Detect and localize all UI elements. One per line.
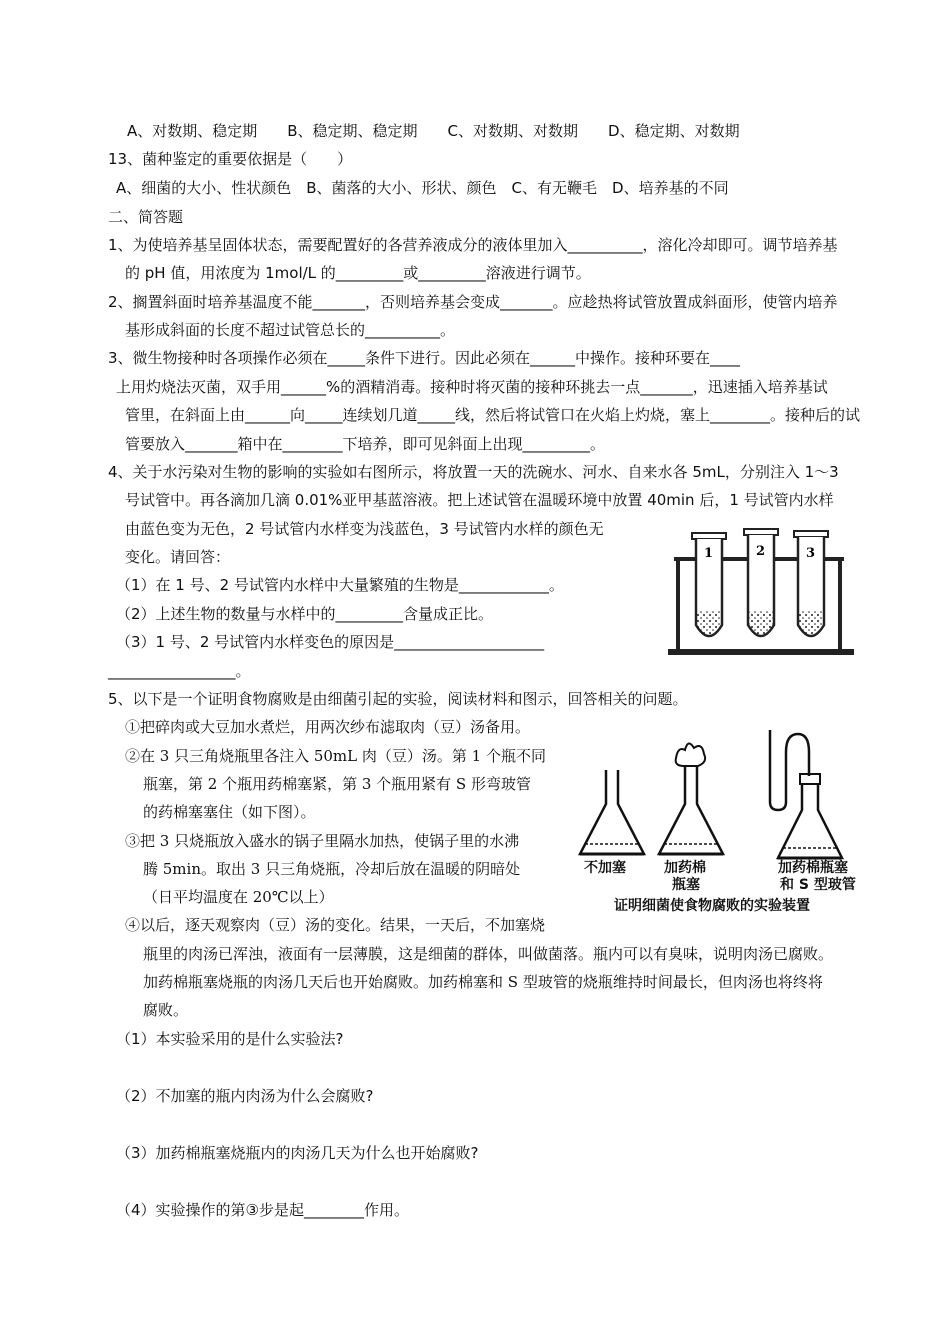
- q2-line2: 基形成斜面的长度不超过试管总长的__________。: [125, 321, 456, 339]
- q5-sub4: （4）实验操作的第③步是起________作用。: [116, 1201, 409, 1219]
- q1-line2: 的 pH 值，用浓度为 1mol/L 的_________或_________溶液进行调节。: [125, 264, 591, 282]
- q5-step4c: 加药棉瓶塞烧瓶的肉汤几天后也开始腐败。加药棉塞和 S 型玻管的烧瓶维持时间最长，但肉汤也将终将: [143, 973, 823, 991]
- q5-step4b: 瓶里的肉汤已浑浊，液面有一层薄膜，这是细菌的群体，叫做菌落。瓶内可以有臭味，说明肉汤已腐败。: [143, 945, 834, 963]
- flask-s-tube: [770, 730, 856, 893]
- q5-step2a: ②在 3 只三角烧瓶里各注入 50mL 肉（豆）汤。第 1 个瓶不同: [125, 747, 546, 765]
- q13-stem: 13、菌种鉴定的重要依据是（ ）: [108, 150, 353, 168]
- q4-line1: 4、关于水污染对生物的影响的实验如右图所示，将放置一天的洗碗水、河水、自来水各 5mL，分别注入 1～3: [108, 463, 839, 481]
- tube-label-1: 1: [704, 546, 714, 561]
- tube-label-3: 3: [806, 546, 816, 561]
- q5-step1: ①把碎肉或大豆加水煮烂，用两次纱布滤取肉（豆）汤备用。: [125, 718, 531, 736]
- flask2-label-a: 加药棉: [664, 860, 706, 876]
- test-tube-1: [692, 533, 726, 636]
- flask-no-stopper: [580, 770, 644, 876]
- test-tube-rack-figure: [666, 523, 856, 663]
- q5-sub2: （2）不加塞的瓶内肉汤为什么会腐败?: [116, 1087, 374, 1105]
- q1-line1: 1、为使培养基呈固体状态，需要配置好的各营养液成分的液体里加入__________，溶化冷却即可。调节培养基: [108, 236, 838, 254]
- q3-line2: 上用灼烧法灭菌，双手用______%的酒精消毒。接种时将灭菌的接种环挑去一点_______，迅速插入培养基试: [116, 378, 828, 396]
- test-tube-2: [744, 529, 778, 636]
- q13-options: A、细菌的大小、性状颜色 B、菌落的大小、形状、颜色 C、有无鞭毛 D、培养基的不同: [116, 179, 729, 197]
- q5-sub1: （1）本实验采用的是什么实验法?: [116, 1030, 344, 1048]
- q12-options: A、对数期、稳定期 B、稳定期、稳定期 C、对数期、对数期 D、稳定期、对数期: [127, 122, 740, 140]
- section-title: 二、简答题: [108, 208, 184, 226]
- q5-step4d: 腐败。: [143, 1001, 189, 1019]
- q5-step3b: 腾 5min。取出 3 只三角烧瓶，冷却后放在温暖的阴暗处: [143, 860, 521, 878]
- flask3-label-b: 和 S 型玻管: [780, 877, 856, 893]
- q3-line1: 3、微生物接种时各项操作必须在_____条件下进行。因此必须在______中操作。接种环要在____: [108, 349, 741, 367]
- q4-sub2: （2）上述生物的数量与水样中的_________含量成正比。: [116, 605, 494, 623]
- test-tube-3: [794, 531, 828, 636]
- tube-label-2: 2: [756, 544, 766, 559]
- q5-step4a: ④以后，逐天观察肉（豆）汤的变化。结果，一天后，不加塞烧: [125, 916, 546, 934]
- flask-cotton-stopper: [659, 743, 723, 893]
- flask3-label-a: 加药棉瓶塞: [778, 860, 848, 876]
- q4-line3: 由蓝色变为无色，2 号试管内水样变为浅蓝色，3 号试管内水样的颜色无: [125, 520, 604, 538]
- q4-sub1: （1）在 1 号、2 号试管内水样中大量繁殖的生物是____________。: [116, 576, 564, 594]
- flask1-label: 不加塞: [584, 860, 626, 876]
- q5-step2c: 的药棉塞塞住（如下图）。: [143, 803, 316, 821]
- flask-experiment-figure: [572, 722, 872, 922]
- q4-sub3-cont: _________________。: [108, 662, 251, 680]
- q3-line3: 管里，在斜面上由______向_____连续划几道_____线，然后将试管口在火焰上灼烧，塞上________。接种后的试: [125, 406, 861, 424]
- q5-intro: 5、以下是一个证明食物腐败是由细菌引起的实验，阅读材料和图示，回答相关的问题。: [108, 690, 688, 708]
- q5-sub3: （3）加药棉瓶塞烧瓶内的肉汤几天为什么也开始腐败?: [116, 1144, 479, 1162]
- q2-line1: 2、搁置斜面时培养基温度不能_______，否则培养基会变成_______。应趁热将试管放置成斜面形，使管内培养: [108, 293, 838, 311]
- q3-line4: 管要放入_______箱中在________下培养，即可见斜面上出现_________。: [125, 435, 606, 453]
- q4-line2: 号试管中。再各滴加几滴 0.01%亚甲基蓝溶液。把上述试管在温暖环境中放置 40min 后，1 号试管内水样: [125, 491, 834, 509]
- flask2-label-b: 瓶塞: [672, 877, 700, 893]
- q4-sub3: （3）1 号、2 号试管内水样变色的原因是____________________: [116, 633, 545, 651]
- figure-caption: 证明细菌使食物腐败的实验装置: [614, 898, 810, 914]
- q5-step3c: （日平均温度在 20℃以上）: [143, 888, 334, 906]
- q5-step3a: ③把 3 只烧瓶放入盛水的锅子里隔水加热，使锅子里的水沸: [125, 832, 520, 850]
- q4-line4: 变化。请回答：: [125, 548, 231, 566]
- q5-step2b: 瓶塞，第 2 个瓶用药棉塞紧，第 3 个瓶用紧有 S 形弯玻管: [143, 775, 531, 793]
